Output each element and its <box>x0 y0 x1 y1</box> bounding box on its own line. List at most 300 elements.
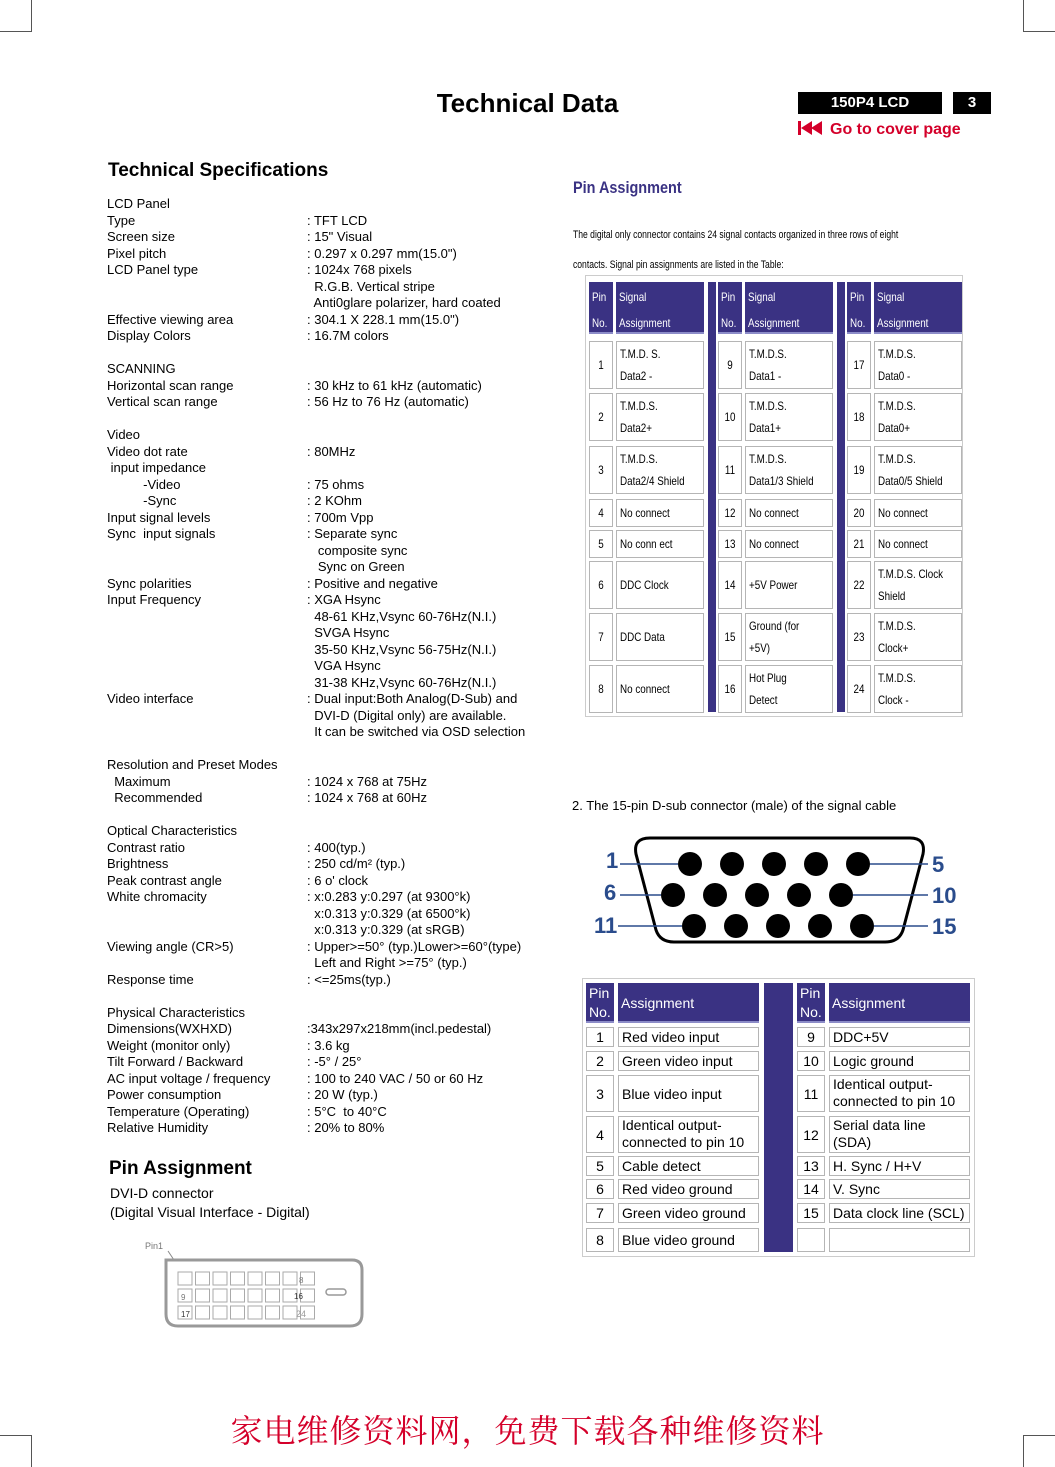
dvi-pin-number: 12 <box>724 506 736 520</box>
pin16-label: 16 <box>294 1292 303 1301</box>
dvi-pin-cell <box>589 499 613 527</box>
spec-label: Recommended <box>107 790 203 805</box>
dvi-connector-diagram <box>140 1236 372 1332</box>
spec-label: Type <box>107 213 136 228</box>
dvi-header-signal-text: Signal <box>748 290 776 304</box>
dvi-pin-contact <box>196 1306 210 1319</box>
dvi-pin-number: 18 <box>853 410 865 424</box>
spec-value: 48-61 KHz,Vsync 60-76Hz(N.I.) <box>307 609 497 624</box>
dvi-header-pin-text: Pin <box>721 290 736 304</box>
spec-label: Resolution and Preset Modes <box>107 757 278 772</box>
dsub-assignment-cell <box>829 1156 970 1176</box>
spec-value: : 15" Visual <box>307 229 373 244</box>
dvi-pin-number: 15 <box>724 630 736 644</box>
model-badge: 150P4 LCD <box>798 92 942 114</box>
dsub-pin-number: 3 <box>596 1085 604 1102</box>
dvi-signal-text: Data2 - <box>620 369 653 383</box>
pin9-label: 9 <box>181 1293 186 1302</box>
spec-label: Horizontal scan range <box>107 378 234 393</box>
dvi-signal-text: Data2+ <box>620 421 653 435</box>
spec-label: Power consumption <box>107 1087 222 1102</box>
dvi-pin-contact <box>231 1272 245 1285</box>
dvi-header-signal <box>874 282 962 334</box>
dsub-pin-hole <box>766 914 790 938</box>
dvi-pin-contact <box>266 1272 280 1285</box>
dvi-signal-text: Data1/3 Shield <box>749 474 814 488</box>
spec-value: : -5° / 25° <box>307 1054 362 1069</box>
spec-value: It can be switched via OSD selection <box>307 724 526 739</box>
dvi-signal-text: T.M.D. S. <box>620 347 661 361</box>
spec-value: : 16.7M colors <box>307 328 389 343</box>
dsub-assignment-cell <box>829 1179 970 1199</box>
dvi-caption: DVI-D connector <box>110 1185 214 1201</box>
dsub-assignment-cell <box>618 1156 759 1176</box>
dsub-header-pin-text: No. <box>800 1004 822 1020</box>
crop-mark <box>1023 31 1055 32</box>
dvi-pin-number: 1 <box>598 358 604 372</box>
dvi-pin-contact <box>213 1272 227 1285</box>
dsub-pin-cell <box>586 1051 614 1071</box>
dvi-pin-contact <box>248 1289 262 1302</box>
dvi-pin-cell <box>589 393 613 441</box>
page-number-badge: 3 <box>953 92 991 114</box>
dsub-pin-hole <box>787 883 811 907</box>
spec-label: Sync polarities <box>107 576 192 591</box>
dsub-pin-number: 5 <box>596 1158 604 1174</box>
dsub-assignment-cell <box>618 1075 759 1112</box>
spec-label: -Video <box>107 477 181 492</box>
dvi-intro-line1: The digital only connector contains 24 signal contacts organized in three rows of eight <box>573 229 899 241</box>
dsub-header-assignment <box>829 983 970 1023</box>
spec-label: Vertical scan range <box>107 394 218 409</box>
dsub-pin-number: 11 <box>803 1085 819 1102</box>
spec-value: : 3.6 kg <box>307 1038 350 1053</box>
dvi-signal-text: +5V Power <box>749 578 798 592</box>
dsub-header-pin-text: Pin <box>800 985 821 1001</box>
dsub-pin-number: 10 <box>803 1053 819 1069</box>
dvi-signal-text: Data0/5 Shield <box>878 474 943 488</box>
dvi-pin-number: 9 <box>727 358 733 372</box>
dvi-header-signal <box>745 282 833 334</box>
dsub-assignment-cell <box>618 1116 759 1153</box>
dvi-pin-contact <box>283 1306 297 1319</box>
dsub-assignment-text: Blue video ground <box>622 1232 735 1248</box>
dsub-assignment-text: (SDA) <box>833 1134 872 1150</box>
dvi-pin-cell <box>847 499 871 527</box>
dsub-pin-hole <box>661 883 685 907</box>
dvi-pin-cell <box>718 561 742 609</box>
dvi-signal-text: T.M.D.S. <box>878 619 916 633</box>
spec-value: : 1024x 768 pixels <box>307 262 412 277</box>
pin24-label: 24 <box>296 1309 307 1319</box>
dvi-pin-assignment-heading: Pin Assignment <box>573 178 682 197</box>
dsub-pin-hole <box>829 883 853 907</box>
dsub-header-assignment-text: Assignment <box>621 995 695 1011</box>
spec-label: Effective viewing area <box>107 312 234 327</box>
spec-label: Input Frequency <box>107 592 201 607</box>
spec-value: x:0.313 y:0.329 (at sRGB) <box>307 922 465 937</box>
dvi-signal-text: No connect <box>749 506 799 520</box>
dvi-signal-cell <box>874 613 962 661</box>
dvi-signal-text: Shield <box>878 589 906 603</box>
dvi-pin-contact <box>213 1306 227 1319</box>
spec-value: : 56 Hz to 76 Hz (automatic) <box>307 394 469 409</box>
dsub-header-pin <box>586 983 614 1023</box>
dsub-pin-number: 14 <box>803 1181 819 1197</box>
spec-label: input impedance <box>107 460 207 475</box>
dvi-signal-text: No connect <box>749 537 799 551</box>
dsub-pin-cell <box>797 1179 825 1199</box>
dsub-pin-hole <box>846 852 870 876</box>
dsub-pin-number: 15 <box>803 1205 819 1221</box>
dvi-pin-number: 24 <box>853 682 865 696</box>
dsub-pin-number: 1 <box>596 1029 604 1045</box>
spec-label: Pixel pitch <box>107 246 167 261</box>
dsub-pin-label: 5 <box>932 852 945 877</box>
dvi-pin-number: 20 <box>853 506 865 520</box>
dvi-column-separator <box>708 282 716 712</box>
dvi-pin-contact <box>266 1289 280 1302</box>
dsub-assignment-cell <box>618 1179 759 1199</box>
dvi-header-pin-text: Pin <box>850 290 865 304</box>
dsub-pin-hole <box>762 852 786 876</box>
dsub-pin-number: 7 <box>596 1205 604 1221</box>
dvi-signal-text: No connect <box>878 537 928 551</box>
dvi-signal-text: DDC Data <box>620 630 665 644</box>
dvi-signal-cell <box>616 530 704 558</box>
dvi-pin-cell <box>718 665 742 713</box>
dvi-pin-number: 8 <box>598 682 604 696</box>
dvi-pin-number: 5 <box>598 537 604 551</box>
dsub-pin-cell <box>586 1075 614 1112</box>
dvi-signal-text: T.M.D.S. <box>749 452 787 466</box>
crop-mark <box>0 31 32 32</box>
crop-mark <box>31 0 32 32</box>
pin-assignment-heading: Pin Assignment <box>109 1158 252 1179</box>
spec-label: Video dot rate <box>107 444 188 459</box>
dvi-pin-cell <box>847 341 871 389</box>
dvi-signal-text: T.M.D.S. Clock <box>878 567 944 581</box>
pin17-label: 17 <box>181 1310 190 1319</box>
spec-label: Video <box>107 427 141 442</box>
ground-blade <box>326 1289 346 1295</box>
dsub-pin-hole <box>745 883 769 907</box>
dvi-header-pin <box>718 282 742 334</box>
spec-value: : 30 kHz to 61 kHz (automatic) <box>307 378 482 393</box>
dsub-pin-label: 1 <box>606 848 619 873</box>
dvi-signal-cell <box>745 665 833 713</box>
spec-label: White chromacity <box>107 889 207 904</box>
dsub-column-separator <box>764 983 793 1252</box>
spec-value: VGA Hsync <box>307 658 381 673</box>
dvi-signal-cell <box>874 341 962 389</box>
dsub-header-pin-text: No. <box>589 1004 611 1020</box>
dvi-header-signal <box>616 282 704 334</box>
dvi-signal-cell <box>616 341 704 389</box>
dvi-signal-text: No connect <box>620 506 670 520</box>
dvi-signal-text: Data1+ <box>749 421 782 435</box>
dsub-assignment-text: Identical output- <box>622 1117 722 1133</box>
spec-value: : XGA Hsync <box>307 592 381 607</box>
dvi-signal-text: Clock - <box>878 693 909 707</box>
dvi-pin-cell <box>847 393 871 441</box>
dsub-pin-label: 10 <box>932 883 957 908</box>
dvi-signal-text: Hot Plug <box>749 671 787 685</box>
dvi-signal-cell <box>745 341 833 389</box>
dvi-signal-text: DDC Clock <box>620 578 669 592</box>
spec-label: LCD Panel type <box>107 262 199 277</box>
dsub-pin-hole <box>682 914 706 938</box>
dvi-header-pin-text: Pin <box>592 290 607 304</box>
spec-value: : 250 cd/m² (typ.) <box>307 856 406 871</box>
dvi-pin-cell <box>589 665 613 713</box>
dvi-signal-text: T.M.D.S. <box>620 452 658 466</box>
dvi-header-pin-text: No. <box>850 316 866 330</box>
dvi-pin-contact <box>231 1306 245 1319</box>
spec-value: : TFT LCD <box>307 213 368 228</box>
spec-label: Viewing angle (CR>5) <box>107 939 234 954</box>
spec-value: :343x297x218mm(incl.pedestal) <box>307 1021 492 1036</box>
dsub-header-assignment <box>618 983 759 1023</box>
spec-value: DVI-D (Digital only) are available. <box>307 708 507 723</box>
dsub-assignment-cell <box>829 1075 970 1112</box>
dsub-pin-label: 6 <box>604 880 617 905</box>
dvi-pin-number: 13 <box>724 537 736 551</box>
spec-label: AC input voltage / frequency <box>107 1071 271 1086</box>
dvi-pin-cell <box>847 613 871 661</box>
specs-heading: Technical Specifications <box>108 160 329 181</box>
dvi-signal-cell <box>616 499 704 527</box>
dsub-pin-hole <box>850 914 874 938</box>
dsub-pin-cell <box>797 1228 825 1252</box>
dvi-pin-number: 16 <box>724 682 736 696</box>
spec-label: Brightness <box>107 856 169 871</box>
dvi-pin-number: 4 <box>598 506 604 520</box>
dvi-pin-cell <box>718 446 742 494</box>
spec-value: : 5°C to 40°C <box>307 1104 387 1119</box>
spec-label: Contrast ratio <box>107 840 186 855</box>
spec-label: -Sync <box>107 493 177 508</box>
dsub-pin-cell <box>797 1116 825 1153</box>
dsub-pin-cell <box>586 1027 614 1047</box>
dsub-assignment-text: H. Sync / H+V <box>833 1158 922 1174</box>
dsub-pin-cell <box>797 1051 825 1071</box>
dvi-pin-number: 23 <box>853 630 865 644</box>
dvi-pin-cell <box>847 446 871 494</box>
spec-value: : <=25ms(typ.) <box>307 972 391 987</box>
spec-label: Screen size <box>107 229 175 244</box>
dvi-signal-cell <box>874 665 962 713</box>
spec-value: : 1024 x 768 at 75Hz <box>307 774 427 789</box>
spec-label: Sync input signals <box>107 526 216 541</box>
dvi-pin-number: 19 <box>853 463 865 477</box>
dvi-pin-cell <box>718 393 742 441</box>
dvi-pin-cell <box>589 530 613 558</box>
dvi-pin-number: 3 <box>598 463 604 477</box>
dvi-pin-cell <box>847 561 871 609</box>
dvi-signal-text: No connect <box>878 506 928 520</box>
dvi-signal-text: Data0 - <box>878 369 911 383</box>
spec-value: : 6 o' clock <box>307 873 369 888</box>
dsub-pin-hole <box>804 852 828 876</box>
dvi-pin-cell <box>847 530 871 558</box>
dsub-pin-cell <box>586 1203 614 1223</box>
dvi-pin-contact <box>283 1272 297 1285</box>
dvi-signal-cell <box>616 613 704 661</box>
dvi-signal-text: T.M.D.S. <box>749 347 787 361</box>
dvi-signal-cell <box>745 613 833 661</box>
dsub-pin-number: 13 <box>803 1158 819 1174</box>
dvi-header-signal-text: Assignment <box>748 316 800 330</box>
dsub-pin-number: 8 <box>596 1232 604 1248</box>
dsub-pin-hole <box>703 883 727 907</box>
dvi-pin-number: 6 <box>598 578 604 592</box>
spec-label: Dimensions(WXHXD) <box>107 1021 232 1036</box>
dvi-pin-cell <box>847 665 871 713</box>
dsub-header-pin-text: Pin <box>589 985 610 1001</box>
spec-label: Physical Characteristics <box>107 1005 245 1020</box>
dsub-assignment-cell <box>618 1027 759 1047</box>
dvi-signal-text: T.M.D.S. <box>878 452 916 466</box>
dvi-header-pin <box>847 282 871 334</box>
dvi-signal-cell <box>745 393 833 441</box>
spec-label: LCD Panel <box>107 196 170 211</box>
dvi-header-signal-text: Assignment <box>877 316 929 330</box>
spec-value: : Dual input:Both Analog(D-Sub) and <box>307 691 518 706</box>
dsub-assignment-cell <box>618 1228 759 1252</box>
spec-value: : 20 W (typ.) <box>307 1087 378 1102</box>
dvi-pin-number: 2 <box>598 410 604 424</box>
dvi-signal-cell <box>745 446 833 494</box>
dvi-signal-text: Clock+ <box>878 641 909 655</box>
spec-value: Left and Right >=75° (typ.) <box>307 955 467 970</box>
spec-value: : 304.1 X 228.1 mm(15.0") <box>307 312 460 327</box>
dvi-signal-text: Data1 - <box>749 369 782 383</box>
dvi-signal-text: Data0+ <box>878 421 911 435</box>
dsub-pin-hole <box>678 852 702 876</box>
dsub-header-assignment-text: Assignment <box>832 995 906 1011</box>
dsub-assignment-cell <box>618 1203 759 1223</box>
dsub-connector-diagram <box>590 832 970 948</box>
spec-label: Relative Humidity <box>107 1120 209 1135</box>
dsub-assignment-text: Data clock line (SCL) <box>833 1205 965 1221</box>
dvi-signal-text: No conn ect <box>620 537 673 551</box>
dvi-signal-text: +5V) <box>749 641 771 655</box>
spec-label: Video interface <box>107 691 194 706</box>
dvi-header-signal-text: Assignment <box>619 316 671 330</box>
dvi-pin-contact <box>231 1289 245 1302</box>
dsub-assignment-text: Logic ground <box>833 1053 914 1069</box>
dsub-assignment-cell <box>829 1027 970 1047</box>
dvi-header-pin-text: No. <box>721 316 737 330</box>
dvi-signal-cell <box>874 499 962 527</box>
dsub-assignment-cell <box>618 1051 759 1071</box>
dsub-pin-label: 11 <box>594 913 618 938</box>
dvi-signal-text: T.M.D.S. <box>878 399 916 413</box>
dsub-assignment-text: DDC+5V <box>833 1029 889 1045</box>
spec-value: 31-38 KHz,Vsync 60-76Hz(N.I.) <box>307 675 497 690</box>
dsub-assignment-cell <box>829 1203 970 1223</box>
dsub-header-pin <box>797 983 825 1023</box>
dvi-pin-contact <box>266 1306 280 1319</box>
dvi-pin-cell <box>718 341 742 389</box>
dvi-header-pin-text: No. <box>592 316 608 330</box>
spec-value: Anti0glare polarizer, hard coated <box>307 295 501 310</box>
spec-label: Peak contrast angle <box>107 873 222 888</box>
spec-value: : 0.297 x 0.297 mm(15.0") <box>307 246 457 261</box>
crop-mark <box>1023 0 1024 32</box>
spec-value: : 700m Vpp <box>307 510 374 525</box>
spec-label: Optical Characteristics <box>107 823 238 838</box>
dvi-signal-cell <box>745 499 833 527</box>
dvi-signal-text: Data2/4 Shield <box>620 474 685 488</box>
dvi-signal-cell <box>874 393 962 441</box>
spec-label: Temperature (Operating) <box>107 1104 250 1119</box>
dvi-pin-number: 11 <box>724 463 736 477</box>
dvi-signal-text: No connect <box>620 682 670 696</box>
dvi-signal-cell <box>745 561 833 609</box>
dsub-pin-cell <box>586 1156 614 1176</box>
dvi-signal-text: T.M.D.S. <box>878 671 916 685</box>
dvi-pin-cell <box>589 446 613 494</box>
dsub-assignment-text: connected to pin 10 <box>622 1134 745 1150</box>
spec-value: x:0.313 y:0.329 (at 6500°k) <box>307 906 471 921</box>
spec-value: : 2 KOhm <box>307 493 362 508</box>
spec-value: : 400(typ.) <box>307 840 366 855</box>
dvi-header-pin <box>589 282 613 334</box>
pin1-label: Pin1 <box>145 1241 164 1251</box>
dvi-pin-number: 21 <box>853 537 865 551</box>
dsub-assignment-text: connected to pin 10 <box>833 1093 956 1109</box>
dvi-pin-number: 22 <box>853 578 865 592</box>
dsub-pin-cell <box>586 1179 614 1199</box>
spec-label: Input signal levels <box>107 510 211 525</box>
go-to-cover-label: Go to cover page <box>830 121 961 138</box>
dsub-assignment-cell <box>829 1116 970 1153</box>
spec-label: SCANNING <box>107 361 176 376</box>
spec-value: : 1024 x 768 at 60Hz <box>307 790 427 805</box>
spec-label: Response time <box>107 972 194 987</box>
spec-label: Weight (monitor only) <box>107 1038 231 1053</box>
dvi-pin-cell <box>589 341 613 389</box>
spec-value: : Positive and negative <box>307 576 438 591</box>
spec-value: : x:0.283 y:0.297 (at 9300°k) <box>307 889 471 904</box>
dvi-signal-text: T.M.D.S. <box>749 399 787 413</box>
dvi-pin-number: 10 <box>724 410 736 424</box>
dsub-pin-hole <box>724 914 748 938</box>
dvi-signal-text: T.M.D.S. <box>878 347 916 361</box>
go-to-cover-link[interactable] <box>798 120 961 139</box>
spec-label: Maximum <box>107 774 171 789</box>
dvi-pin-contact <box>248 1306 262 1319</box>
spec-value: : 20% to 80% <box>307 1120 385 1135</box>
dsub-assignment-text: Green video ground <box>622 1205 746 1221</box>
dsub-pin-cell <box>797 1156 825 1176</box>
dvi-pin-contact <box>213 1289 227 1302</box>
dvi-signal-cell <box>616 561 704 609</box>
dsub-pin-number: 9 <box>807 1029 815 1045</box>
dsub-pin-number: 6 <box>596 1181 604 1197</box>
spec-value: : 100 to 240 VAC / 50 or 60 Hz <box>307 1071 484 1086</box>
dsub-assignment-text: Serial data line <box>833 1117 926 1133</box>
dsub-assignment-cell <box>829 1228 970 1252</box>
dsub-pin-label: 15 <box>932 914 957 939</box>
dvi-pin-cell <box>718 613 742 661</box>
spec-label: Tilt Forward / Backward <box>107 1054 244 1069</box>
dsub-pin-hole <box>808 914 832 938</box>
dsub-pin-number: 2 <box>596 1053 604 1069</box>
dvi-signal-cell <box>874 446 962 494</box>
